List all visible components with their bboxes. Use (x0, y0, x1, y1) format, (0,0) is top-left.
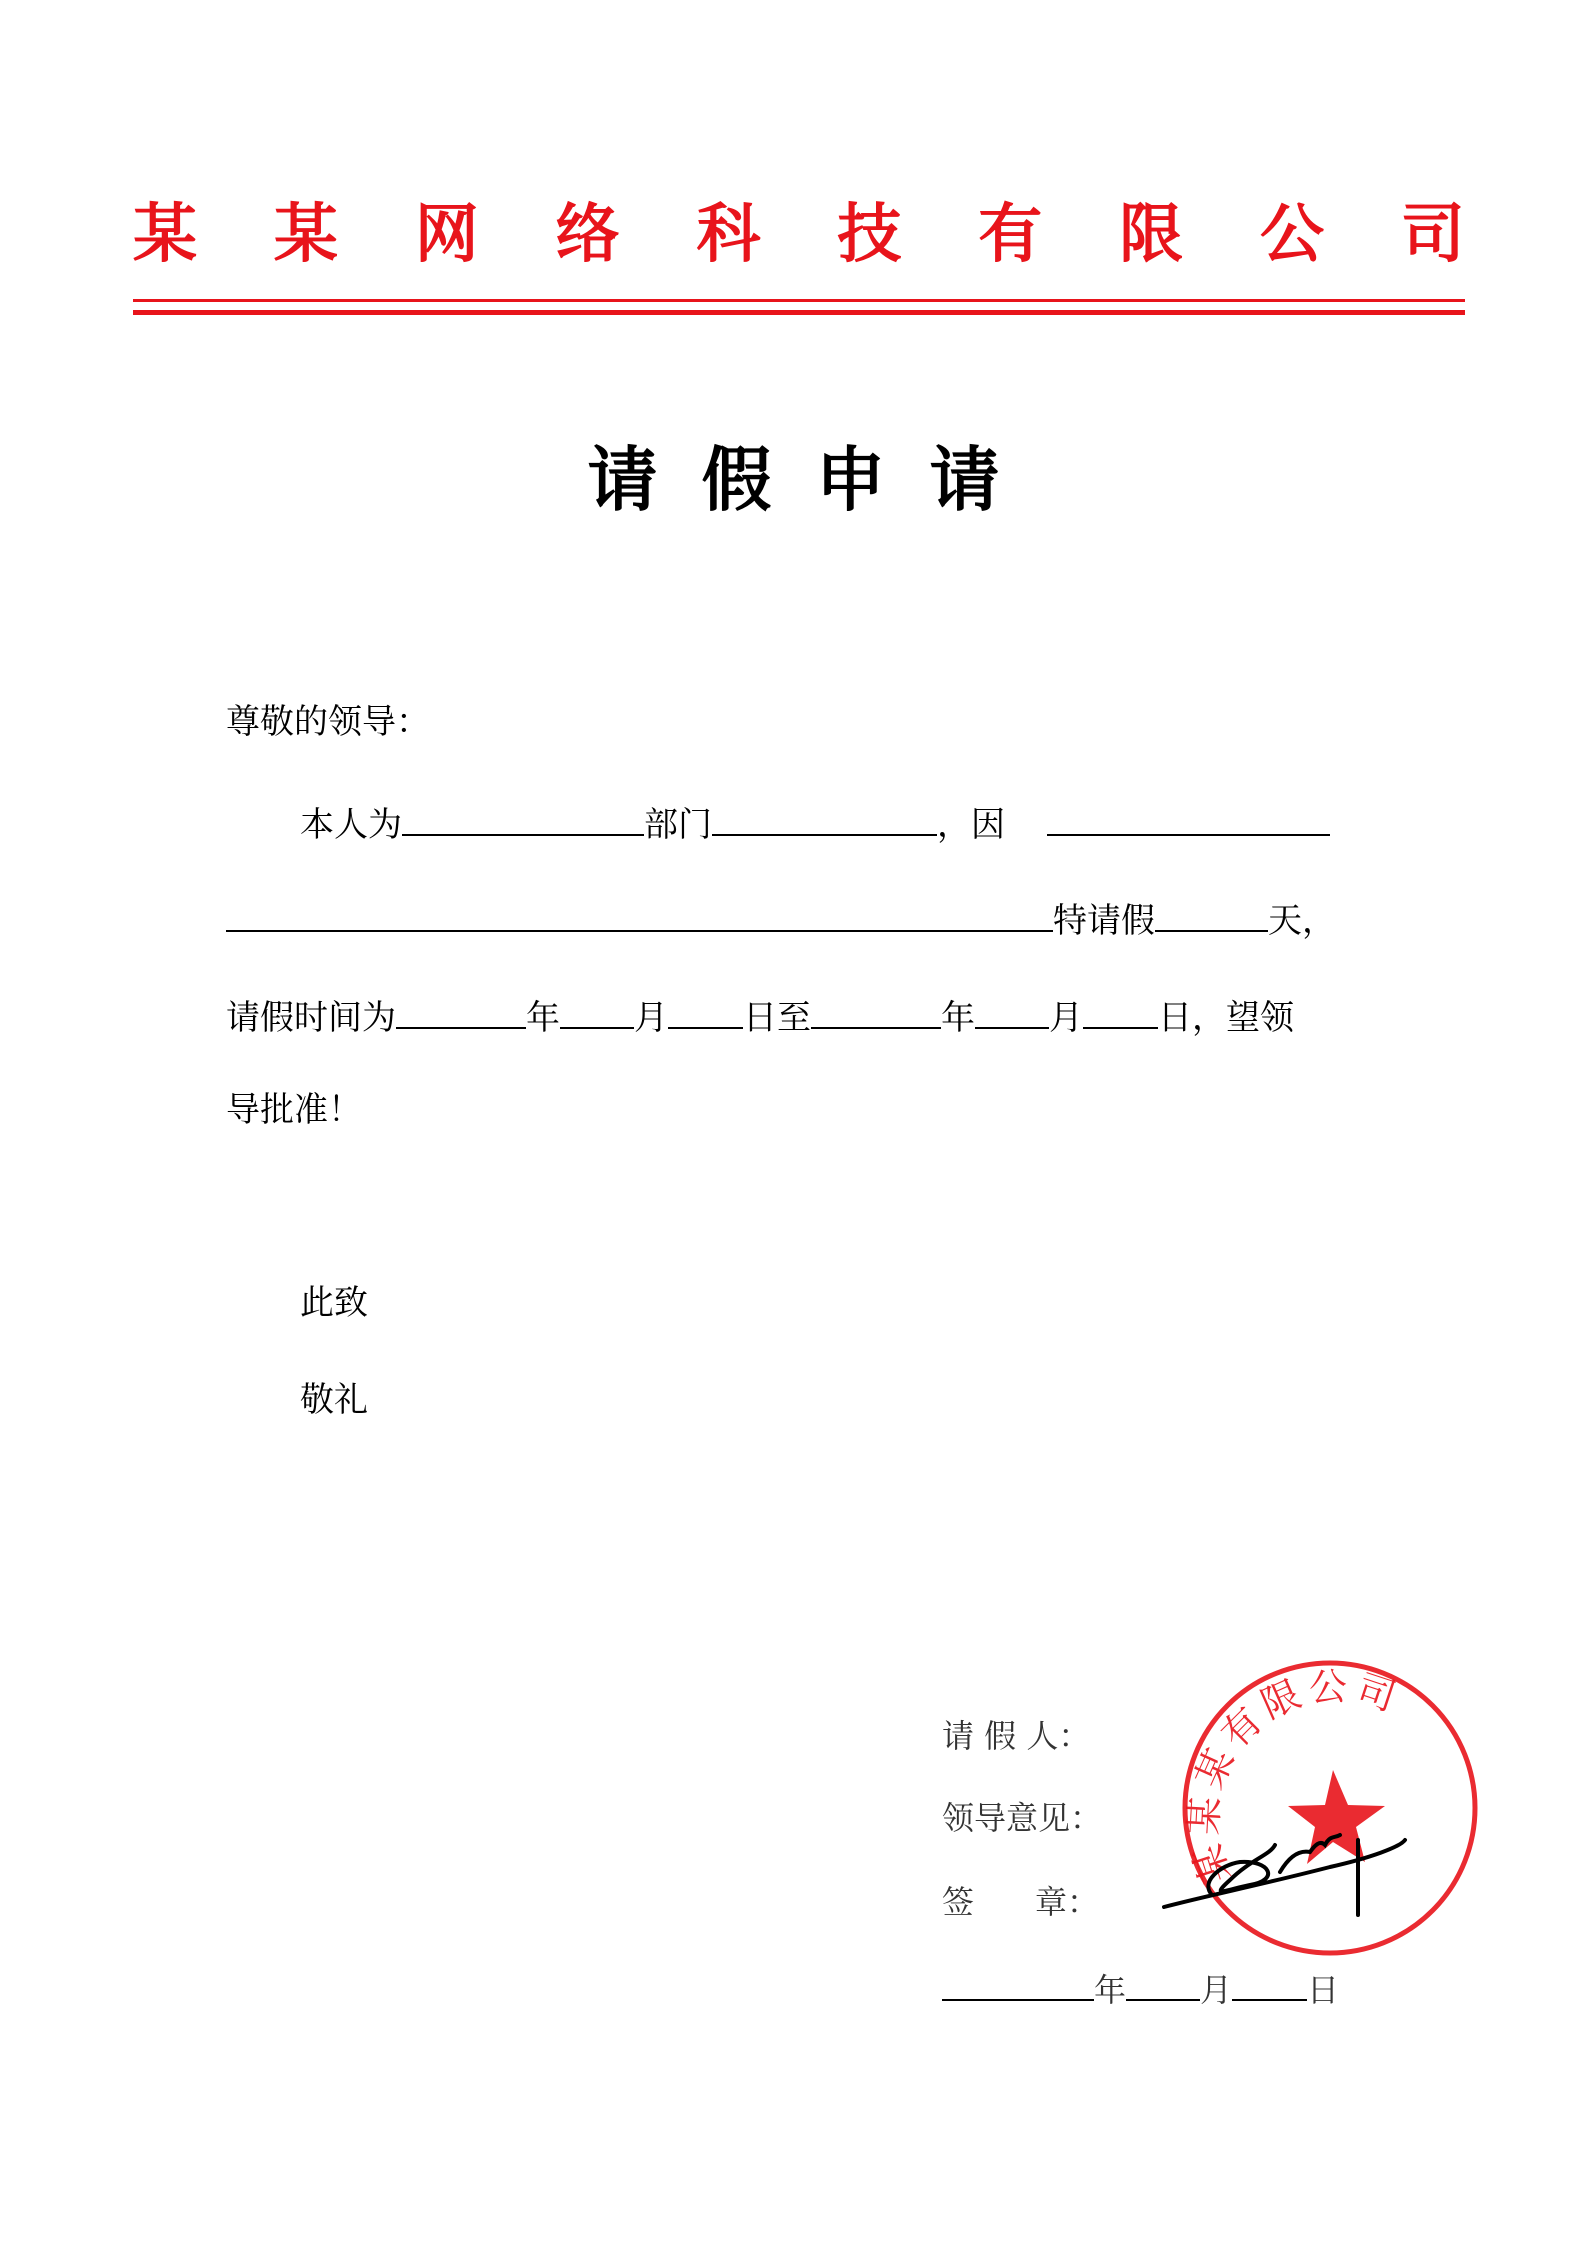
company-seal-stamp (1130, 1640, 1530, 1990)
company-char: 公 (1260, 198, 1324, 272)
start-day-blank[interactable] (668, 989, 743, 1029)
text: 天， (1268, 901, 1336, 941)
text: 月 (634, 998, 668, 1038)
applicant-label: 请 假 人： (942, 1717, 1091, 1755)
company-char: 网 (414, 198, 479, 272)
document-title: 请假申请 (587, 439, 1044, 521)
closing-line-1: 此致 (300, 1283, 368, 1323)
text: 日至 (743, 998, 811, 1038)
end-day-blank[interactable] (1083, 989, 1158, 1029)
company-char: 某 (273, 198, 338, 272)
text: 部门 (644, 805, 712, 845)
company-char: 某 (133, 198, 197, 272)
company-char: 科 (696, 198, 761, 272)
company-char: 技 (837, 198, 902, 272)
start-year-blank[interactable] (396, 989, 526, 1029)
greeting: 尊敬的领导： (226, 702, 430, 742)
closing-line-2: 敬礼 (300, 1380, 368, 1420)
text: 年 (526, 998, 560, 1038)
department-blank[interactable] (402, 796, 644, 836)
reason-blank[interactable] (1047, 796, 1330, 836)
body-line-3 (226, 989, 1294, 1042)
company-name-header (133, 195, 1465, 275)
days-blank[interactable] (1155, 892, 1268, 932)
text: 年 (941, 998, 975, 1038)
text: ，因 (937, 805, 1005, 845)
stamp-text: 某某某有限公司 (1181, 1664, 1407, 1889)
text: 月 (1049, 998, 1083, 1038)
end-year-blank[interactable] (811, 989, 941, 1029)
seal-label: 签 章： (942, 1883, 1100, 1921)
text: 年 (1094, 1971, 1127, 2009)
name-blank[interactable] (712, 796, 937, 836)
company-char: 司 (1400, 198, 1465, 272)
reason-continued-blank[interactable] (226, 892, 1053, 932)
text: 特请假 (1053, 901, 1155, 941)
end-month-blank[interactable] (975, 989, 1049, 1029)
header-divider-thick (133, 310, 1465, 315)
text: 本人为 (300, 805, 402, 845)
body-line-2 (226, 892, 1336, 945)
body-line-1 (300, 796, 1330, 849)
company-char: 限 (1119, 198, 1184, 272)
company-char: 有 (978, 198, 1043, 272)
header-divider-thin (133, 299, 1465, 302)
text: 日 (1307, 1971, 1340, 2009)
sign-year-blank[interactable] (942, 1965, 1094, 2001)
body-line-4: 导批准！ (226, 1090, 362, 1130)
text: 月 (1200, 1971, 1233, 2009)
start-month-blank[interactable] (560, 989, 634, 1029)
text: 请假时间为 (226, 998, 396, 1038)
company-char: 络 (555, 198, 620, 272)
text: 日，望领 (1158, 998, 1294, 1038)
leader-opinion-label: 领导意见： (942, 1799, 1103, 1837)
